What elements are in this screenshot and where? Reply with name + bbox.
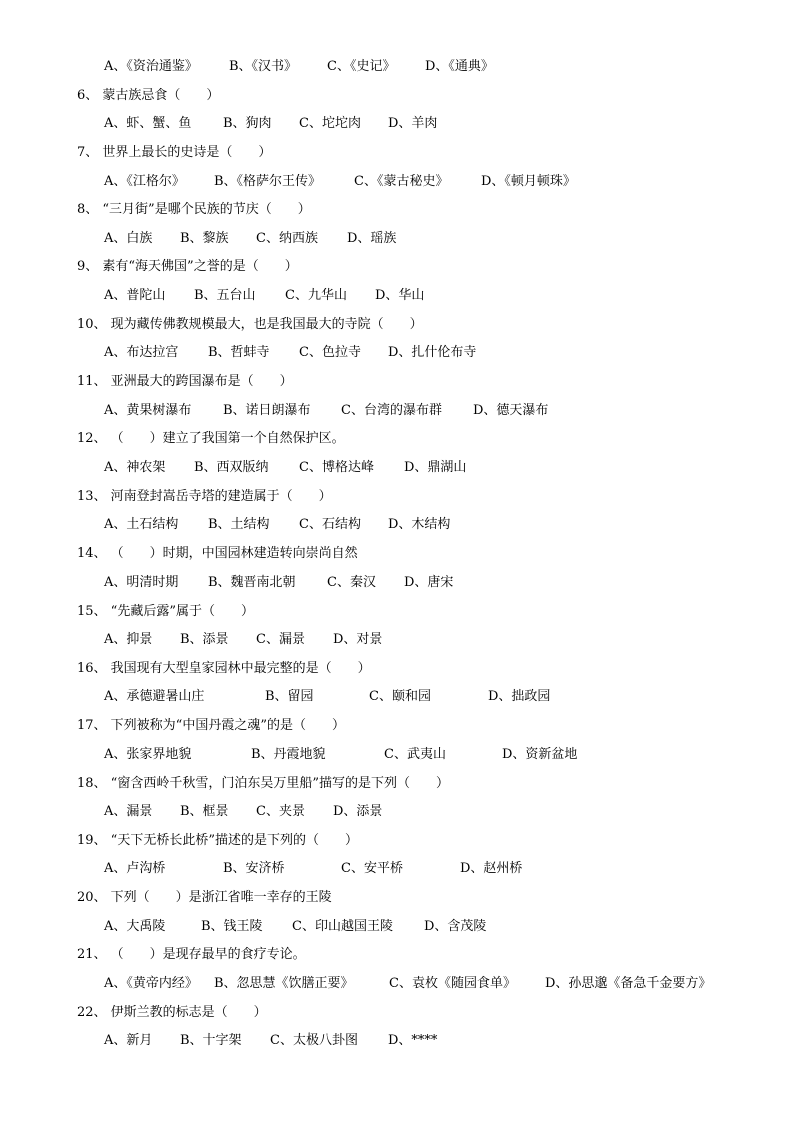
question-text: 15、 “先藏后露”属于（ ） xyxy=(77,604,254,619)
option-b: B、《格萨尔王传》 xyxy=(214,174,322,189)
question-text: 9、 素有“海天佛国”之誉的是（ ） xyxy=(77,259,298,274)
option-c: C、太极八卦图 xyxy=(270,1033,358,1048)
option-b: B、五台山 xyxy=(194,288,256,303)
question-text: 16、 我国现有大型皇家园林中最完整的是（ ） xyxy=(77,661,371,676)
option-a: A、张家界地貌 xyxy=(104,747,192,762)
option-c: C、秦汉 xyxy=(327,575,376,590)
option-c: C、石结构 xyxy=(299,517,361,532)
option-b: B、土结构 xyxy=(208,517,270,532)
option-c: C、《史记》 xyxy=(327,59,396,74)
option-d: D、**** xyxy=(388,1033,438,1048)
option-a: A、《江格尔》 xyxy=(104,174,185,189)
option-c: C、夹景 xyxy=(256,804,305,819)
option-b: B、钱王陵 xyxy=(201,919,263,934)
option-b: B、哲蚌寺 xyxy=(208,345,270,360)
option-b: B、十字架 xyxy=(180,1033,242,1048)
option-d: D、《顿月顿珠》 xyxy=(481,174,576,189)
option-b: B、诺日朗瀑布 xyxy=(223,403,311,418)
option-d: D、拙政园 xyxy=(488,689,551,704)
option-d: D、唐宋 xyxy=(404,575,454,590)
option-a: A、神农架 xyxy=(104,460,166,475)
option-a: A、卢沟桥 xyxy=(104,861,166,876)
option-b: B、框景 xyxy=(180,804,229,819)
option-b: B、安济桥 xyxy=(223,861,285,876)
question-text: 21、 （ ）是现存最早的食疗专论。 xyxy=(77,947,306,962)
option-a: A、布达拉宫 xyxy=(104,345,179,360)
option-d: D、含茂陵 xyxy=(424,919,487,934)
option-d: D、鼎湖山 xyxy=(404,460,467,475)
option-d: D、德天瀑布 xyxy=(473,403,549,418)
option-c: C、博格达峰 xyxy=(299,460,374,475)
option-d: D、羊肉 xyxy=(388,116,438,131)
options-row xyxy=(104,1033,438,1129)
option-c: C、袁枚《随园食单》 xyxy=(389,976,516,991)
question-text: 14、 （ ）时期，中国园林建造转向崇尚自然 xyxy=(77,546,358,561)
option-d: D、资新盆地 xyxy=(502,747,578,762)
question-text: 8、 “三月街”是哪个民族的节庆（ ） xyxy=(77,202,311,217)
option-b: B、添景 xyxy=(180,632,229,647)
option-b: B、《汉书》 xyxy=(229,59,298,74)
option-c: C、坨坨肉 xyxy=(299,116,361,131)
option-b: B、忽思慧《饮膳正要》 xyxy=(214,976,354,991)
option-c: C、漏景 xyxy=(256,632,305,647)
question-text: 13、 河南登封嵩岳寺塔的建造属于（ ） xyxy=(77,489,332,504)
question-text: 12、 （ ）建立了我国第一个自然保护区。 xyxy=(77,431,345,446)
option-d: D、瑶族 xyxy=(347,231,397,246)
option-a: A、土石结构 xyxy=(104,517,179,532)
option-b: B、魏晋南北朝 xyxy=(208,575,296,590)
question-text: 19、 “天下无桥长此桥”描述的是下列的（ ） xyxy=(77,833,358,848)
option-a: A、白族 xyxy=(104,231,153,246)
option-d: D、华山 xyxy=(375,288,425,303)
option-d: D、孙思邈《备急千金要方》 xyxy=(545,976,712,991)
option-b: B、狗肉 xyxy=(223,116,272,131)
option-a: A、《黄帝内经》 xyxy=(104,976,198,991)
option-d: D、扎什伦布寺 xyxy=(388,345,477,360)
option-a: A、明清时期 xyxy=(104,575,179,590)
option-b: B、留园 xyxy=(265,689,314,704)
option-c: C、九华山 xyxy=(285,288,347,303)
option-c: C、《蒙古秘史》 xyxy=(354,174,449,189)
option-c: C、颐和园 xyxy=(369,689,431,704)
option-d: D、对景 xyxy=(333,632,383,647)
option-d: D、《通典》 xyxy=(425,59,494,74)
option-c: C、武夷山 xyxy=(384,747,446,762)
question-text: 17、 下列被称为“中国丹霞之魂”的是（ ） xyxy=(77,718,345,733)
question-text: 6、 蒙古族忌食（ ） xyxy=(77,88,220,103)
option-a: A、大禹陵 xyxy=(104,919,166,934)
option-c: C、色拉寺 xyxy=(299,345,361,360)
option-c: C、安平桥 xyxy=(341,861,403,876)
question-text: 20、 下列（ ）是浙江省唯一幸存的王陵 xyxy=(77,890,332,905)
option-b: B、黎族 xyxy=(180,231,229,246)
option-d: D、添景 xyxy=(333,804,383,819)
option-a: A、抑景 xyxy=(104,632,153,647)
option-d: D、赵州桥 xyxy=(460,861,523,876)
option-a: A、漏景 xyxy=(104,804,153,819)
option-a: A、新月 xyxy=(104,1033,153,1048)
option-a: A、虾、蟹、鱼 xyxy=(104,116,192,131)
option-c: C、纳西族 xyxy=(256,231,318,246)
question-text: 7、 世界上最长的史诗是（ ） xyxy=(77,145,272,160)
option-a: A、《资治通鉴》 xyxy=(104,59,198,74)
question-text: 18、 “窗含西岭千秋雪，门泊东吴万里船”描写的是下列（ ） xyxy=(77,776,449,791)
option-d: D、木结构 xyxy=(388,517,451,532)
option-b: B、丹霞地貌 xyxy=(251,747,326,762)
option-c: C、台湾的瀑布群 xyxy=(341,403,442,418)
option-a: A、普陀山 xyxy=(104,288,166,303)
question-text: 22、 伊斯兰教的标志是（ ） xyxy=(77,1005,267,1020)
option-a: A、承德避暑山庄 xyxy=(104,689,205,704)
option-b: B、西双版纳 xyxy=(194,460,269,475)
question-text: 10、 现为藏传佛教规模最大，也是我国最大的寺院（ ） xyxy=(77,317,423,332)
question-text: 11、 亚洲最大的跨国瀑布是（ ） xyxy=(77,374,293,389)
option-c: C、印山越国王陵 xyxy=(292,919,393,934)
option-a: A、黄果树瀑布 xyxy=(104,403,192,418)
